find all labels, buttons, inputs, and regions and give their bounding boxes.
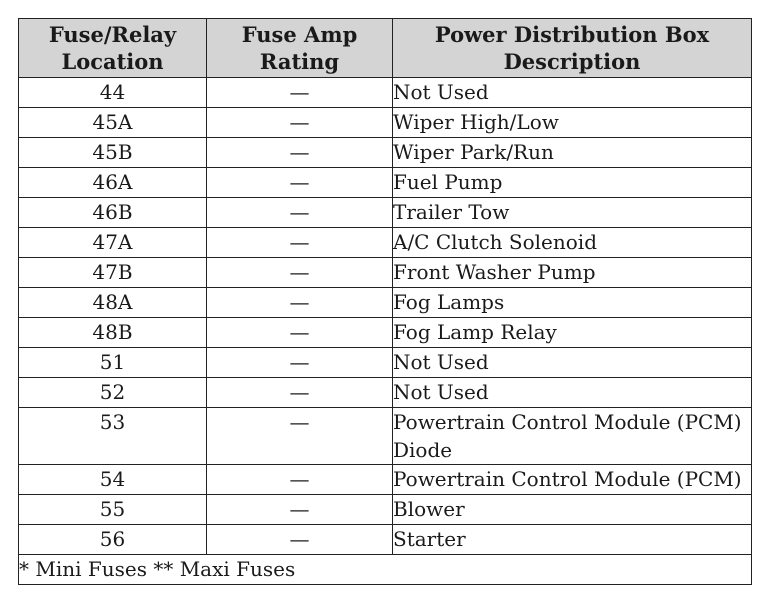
table-row — [19, 318, 752, 348]
cell-description: Starter — [393, 525, 752, 555]
cell-description: Wiper High/Low — [393, 108, 752, 138]
cell-description: Trailer Tow — [393, 198, 752, 228]
cell-amp-rating: — — [207, 138, 393, 168]
cell-description: Fuel Pump — [393, 168, 752, 198]
table-row — [19, 258, 752, 288]
cell-amp-rating: — — [207, 495, 393, 525]
cell-amp-rating: — — [207, 408, 393, 465]
cell-description: Fog Lamps — [393, 288, 752, 318]
fuse-table — [18, 18, 752, 585]
cell-location: 55 — [19, 495, 207, 525]
cell-location: 53 — [19, 408, 207, 465]
cell-amp-rating: — — [207, 525, 393, 555]
table-row — [19, 168, 752, 198]
table-row — [19, 138, 752, 168]
header-amp-rating — [207, 19, 393, 78]
table-row — [19, 288, 752, 318]
header-amp-line1: Fuse Amp — [241, 22, 358, 47]
header-description — [393, 19, 752, 78]
header-row — [19, 19, 752, 78]
cell-description: Front Washer Pump — [393, 258, 752, 288]
table-row — [19, 408, 752, 465]
table-row — [19, 228, 752, 258]
cell-description: Not Used — [393, 78, 752, 108]
header-amp-line2: Rating — [259, 49, 340, 74]
cell-amp-rating: — — [207, 228, 393, 258]
table-row — [19, 348, 752, 378]
cell-location: 46A — [19, 168, 207, 198]
footnote-row — [19, 555, 752, 585]
header-desc-line2: Description — [503, 49, 641, 74]
cell-amp-rating: — — [207, 318, 393, 348]
table-footer — [19, 555, 752, 585]
cell-amp-rating: — — [207, 108, 393, 138]
cell-location: 45A — [19, 108, 207, 138]
header-location-line2: Location — [61, 49, 164, 74]
table-header — [19, 19, 752, 78]
cell-location: 46B — [19, 198, 207, 228]
cell-description: A/C Clutch Solenoid — [393, 228, 752, 258]
cell-amp-rating: — — [207, 258, 393, 288]
cell-location: 45B — [19, 138, 207, 168]
cell-location: 44 — [19, 78, 207, 108]
cell-description: Not Used — [393, 348, 752, 378]
footnote: * Mini Fuses ** Maxi Fuses — [19, 555, 752, 585]
cell-location: 48A — [19, 288, 207, 318]
cell-amp-rating: — — [207, 168, 393, 198]
cell-location: 47A — [19, 228, 207, 258]
cell-description: Blower — [393, 495, 752, 525]
cell-amp-rating: — — [207, 378, 393, 408]
cell-description: Powertrain Control Module (PCM) Diode — [393, 408, 752, 465]
header-desc-line1: Power Distribution Box — [434, 22, 710, 47]
cell-amp-rating: — — [207, 288, 393, 318]
cell-location: 54 — [19, 465, 207, 495]
cell-location: 48B — [19, 318, 207, 348]
cell-location: 47B — [19, 258, 207, 288]
cell-description: Fog Lamp Relay — [393, 318, 752, 348]
cell-amp-rating: — — [207, 348, 393, 378]
cell-location: 56 — [19, 525, 207, 555]
table-row — [19, 108, 752, 138]
cell-amp-rating: — — [207, 465, 393, 495]
table-body — [19, 78, 752, 555]
cell-description: Not Used — [393, 378, 752, 408]
header-location — [19, 19, 207, 78]
cell-amp-rating: — — [207, 78, 393, 108]
table-row — [19, 78, 752, 108]
cell-description: Powertrain Control Module (PCM) — [393, 465, 752, 495]
table-row — [19, 378, 752, 408]
cell-location: 52 — [19, 378, 207, 408]
table-row — [19, 465, 752, 495]
cell-location: 51 — [19, 348, 207, 378]
table-row — [19, 198, 752, 228]
table-row — [19, 495, 752, 525]
cell-amp-rating: — — [207, 198, 393, 228]
table-row — [19, 525, 752, 555]
cell-description: Wiper Park/Run — [393, 138, 752, 168]
header-location-line1: Fuse/Relay — [48, 22, 177, 47]
